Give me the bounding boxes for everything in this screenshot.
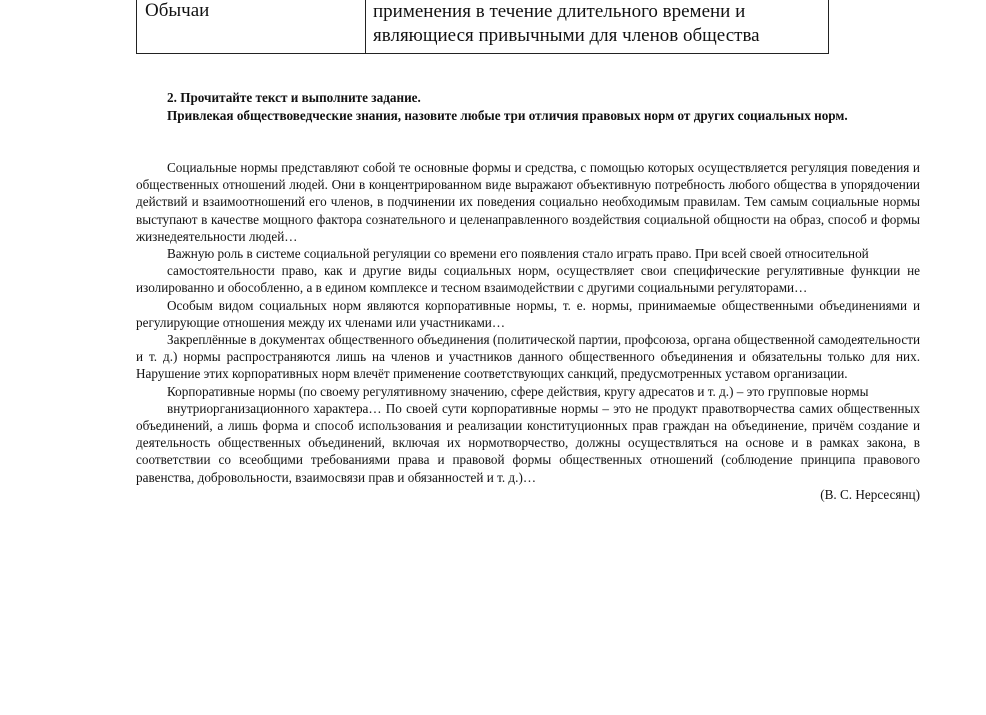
- author-attribution: (В. С. Нерсесянц): [820, 486, 920, 502]
- source-text: [136, 159, 920, 503]
- paragraph-2-continuation: самостоятельности право, как и другие виды социальных норм, осуществляет свои специфические регулятивные функции не изолированно и обособленно, а в едином комплексе и тесном взаимодействии с другими социальными регуляторами…: [136, 263, 920, 296]
- table-definition-cell: [373, 0, 760, 48]
- definition-line-2: являющиеся привычными для членов общества: [373, 25, 760, 46]
- definition-line-1: применения в течение длительного времени и: [373, 1, 746, 22]
- paragraph-3: Особым видом социальных норм являются корпоративные нормы, т. е. нормы, принимаемые общественными объединениями и регулирующие отношения между их членами или участниками…: [136, 297, 920, 330]
- task-question: Привлекая обществоведческие знания, назовите любые три отличия правовых норм от других социальных норм.: [167, 108, 848, 123]
- table-column-divider: [365, 0, 366, 53]
- paragraph-5-start: Корпоративные нормы (по своему регулятивному значению, сфере действия, кругу адресатов и т. д.) – это групповые нормы: [167, 383, 869, 399]
- definitions-table: [136, 0, 829, 54]
- paragraph-2-start: Важную роль в системе социальной регуляции со времени его появления стало играть право. При всей своей относительной: [167, 246, 869, 262]
- task-heading: 2. Прочитайте текст и выполните задание.: [167, 90, 421, 105]
- table-term-cell: Обычаи: [145, 0, 210, 21]
- paragraph-5-continuation: внутриорганизационного характера… По своей сути корпоративные нормы – это не продукт правотворчества самих общественных объединений, а лишь форма и способ использования и реализации конституционных прав граждан на объединение, причём создание и деятельность общественных объединений, включая их нормотворчество, должны осуществляться на основе и в рамках закона, в соответствии со всеобщими требованиями права и правовой формы общественных отношений (соблюдение принципа правового равенства, добровольности, взаимосвязи прав и обязанностей и т. д.)…: [136, 400, 920, 485]
- paragraph-4: Закреплённые в документах общественного объединения (политической партии, профсоюза, органа общественной самодеятельности и т. д.) нормы распространяются лишь на членов и участников данного общественного объединения и обязательны только для них. Нарушение этих корпоративных норм влечёт применение соответствующих санкций, предусмотренных уставом организации.: [136, 332, 921, 382]
- paragraph-1: Социальные нормы представляют собой те основные формы и средства, с помощью которых осуществляется регуляция поведения и общественных отношений людей. Они в концентрированном виде выражают объективную потребность любого общества в упорядочении действий и взаимоотношений его членов, в подчинении их поведения социально необходимым правилам. Тем самым социальные нормы выступают в качестве мощного фактора сознательного и целенаправленного воздействия социальной общности на образ, способ и формы жизнедеятельности людей…: [136, 160, 920, 244]
